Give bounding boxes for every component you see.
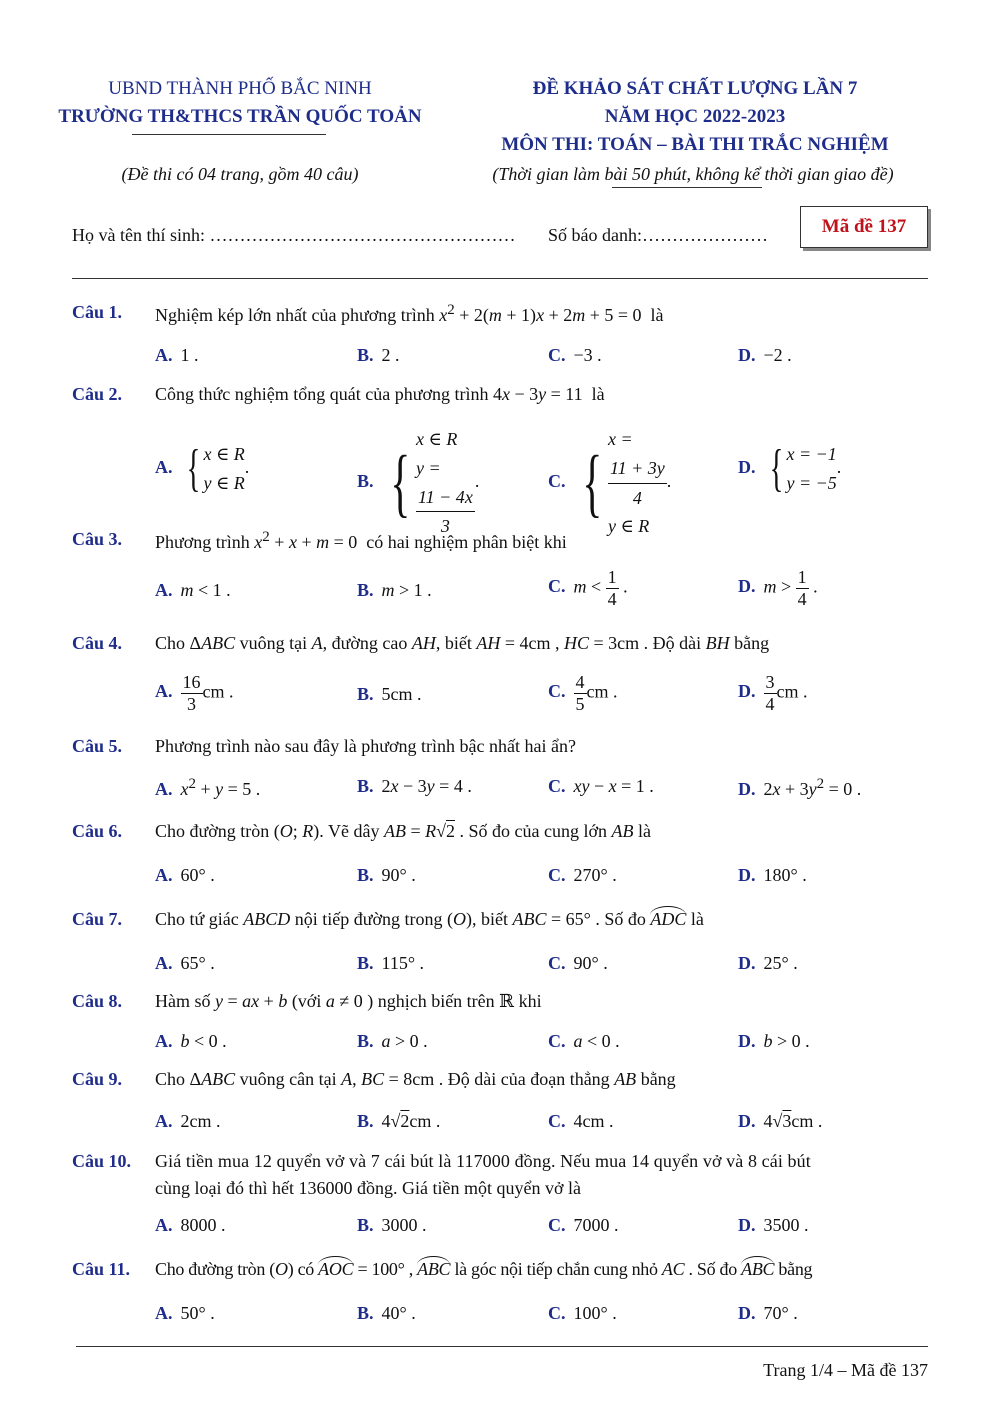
q11-option-b[interactable]: B. 40° .	[357, 1303, 416, 1323]
question-5-text: Phương trình nào sau đây là phương trình bậc nhất hai ẩn?	[155, 736, 576, 756]
q5-option-a[interactable]: A. $x^2 + y = 5$ .	[155, 776, 261, 799]
q5-option-d[interactable]: D. $2x + 3y^2 = 0$ .	[738, 776, 862, 799]
school-name: TRƯỜNG TH&THCS TRẦN QUỐC TOẢN	[58, 106, 422, 127]
q9-option-a[interactable]: A. 2cm .	[155, 1111, 221, 1131]
q10-option-a[interactable]: A. 8000 .	[155, 1215, 226, 1235]
q8-option-a[interactable]: A. b < 0 .	[155, 1031, 227, 1051]
question-2-text: Công thức nghiệm tổng quát của phương trình 4x − 3y = 11 là	[155, 384, 605, 404]
q7-option-b[interactable]: B. 115° .	[357, 953, 425, 973]
question-4-label: Câu 4.	[72, 633, 123, 653]
q8-option-b[interactable]: B. a > 0 .	[357, 1031, 428, 1051]
time-note: (Thời gian làm bài 50 phút, không kể thời gian giao đề)	[492, 164, 894, 184]
question-2-label: Câu 2.	[72, 384, 123, 404]
q10-option-c[interactable]: C. 7000 .	[548, 1215, 619, 1235]
question-9-label: Câu 9.	[72, 1069, 123, 1089]
q4-option-a[interactable]: A. $\frac{16}{3}$ cm .	[155, 672, 234, 714]
q4-option-c[interactable]: C. $\frac{4}{5}$ cm .	[548, 672, 618, 714]
q11-option-d[interactable]: D. 70° .	[738, 1303, 798, 1323]
q6-option-d[interactable]: D. 180° .	[738, 865, 807, 885]
q3-option-a[interactable]: A. m < 1 .	[155, 580, 231, 600]
q7-option-a[interactable]: A. 65° .	[155, 953, 215, 973]
q4-option-b[interactable]: B. 5cm .	[357, 684, 422, 704]
page-number: Trang 1/4 – Mã đề 137	[763, 1360, 928, 1380]
school-year: NĂM HỌC 2022-2023	[604, 106, 786, 127]
q2-option-b[interactable]: B. { x ∈ R y = 11 − 4x 3 .	[357, 429, 480, 537]
question-6-text: Cho đường tròn (O; R). Vẽ dây AB = R√2 . Số đo của cung lớn AB là	[155, 821, 651, 841]
question-5-label: Câu 5.	[72, 736, 123, 756]
q5-option-b[interactable]: B. 2x − 3y = 4 .	[357, 776, 472, 796]
question-11-text: Cho đường tròn (O) có AOC = 100° , ABC là góc nội tiếp chắn cung nhỏ AC . Số đo ABC bằng	[155, 1259, 813, 1279]
question-10-text-line2: cùng loại đó thì hết 136000 đồng. Giá tiền một quyển vở là	[155, 1178, 581, 1198]
q2-option-c[interactable]: C. { x = 11 + 3y 4 y ∈ R .	[548, 429, 672, 537]
q8-option-c[interactable]: C. a < 0 .	[548, 1031, 620, 1051]
q1-option-c[interactable]: C. −3 .	[548, 345, 602, 365]
question-1-label: Câu 1.	[72, 302, 123, 322]
q6-option-b[interactable]: B. 90° .	[357, 865, 416, 885]
q5-option-c[interactable]: C. xy − x = 1 .	[548, 776, 654, 796]
student-id-field[interactable]: Số báo danh:…………………	[548, 225, 768, 245]
question-8-label: Câu 8.	[72, 991, 123, 1011]
question-1-tail: là	[650, 305, 664, 325]
q2-option-d[interactable]: D. { x = −1 y = −5 .	[738, 439, 842, 497]
question-6-label: Câu 6.	[72, 821, 123, 841]
q3-option-c[interactable]: C. m < $\frac{1}{4}$ .	[548, 567, 628, 609]
q6-option-a[interactable]: A. 60° .	[155, 865, 215, 885]
q7-option-c[interactable]: C. 90° .	[548, 953, 608, 973]
q9-option-b[interactable]: B. 4√2cm .	[357, 1111, 441, 1131]
q2-option-a[interactable]: A. { x ∈ R y ∈ R .	[155, 439, 250, 497]
exam-title: ĐỀ KHẢO SÁT CHẤT LƯỢNG LẦN 7	[532, 78, 858, 99]
page-count-note: (Đề thi có 04 trang, gồm 40 câu)	[121, 164, 359, 184]
q9-option-c[interactable]: C. 4cm .	[548, 1111, 614, 1131]
q1-option-d[interactable]: D. −2 .	[738, 345, 792, 365]
q9-option-d[interactable]: D. 4√3cm .	[738, 1111, 823, 1131]
question-8-text: Hàm số y = ax + b (với a ≠ 0 ) nghịch biến trên ℝ khi	[155, 991, 542, 1011]
q3-option-d[interactable]: D. m > $\frac{1}{4}$ .	[738, 567, 818, 609]
q10-option-b[interactable]: B. 3000 .	[357, 1215, 427, 1235]
q4-option-d[interactable]: D. $\frac{3}{4}$ cm .	[738, 672, 808, 714]
question-1-stem: Nghiệm kép lớn nhất của phương trình	[155, 305, 435, 325]
q6-option-c[interactable]: C. 270° .	[548, 865, 617, 885]
exam-code-badge: Mã đề 137	[800, 206, 928, 248]
school-district: UBND THÀNH PHỐ BẮC NINH	[108, 78, 372, 99]
footer-divider	[76, 1346, 928, 1347]
question-3-text: Phương trình $x^2 + x + m = 0$ có hai nghiệm phân biệt khi	[155, 529, 567, 552]
q10-option-d[interactable]: D. 3500 .	[738, 1215, 809, 1235]
subject-title: MÔN THI: TOÁN – BÀI THI TRẮC NGHIỆM	[501, 134, 889, 155]
question-4-text: Cho ΔABC vuông tại A, đường cao AH, biết AH = 4cm , HC = 3cm . Độ dài BH bằng	[155, 633, 770, 653]
school-underline	[132, 134, 326, 135]
q3-option-b[interactable]: B. m > 1 .	[357, 580, 432, 600]
question-9-text: Cho ΔABC vuông cân tại A, BC = 8cm . Độ dài của đoạn thẳng AB bằng	[155, 1069, 676, 1089]
question-10-text: Giá tiền mua 12 quyển vở và 7 cái bút là 117000 đồng. Nếu mua 14 quyển vở và 8 cái bút	[155, 1151, 811, 1171]
student-name-field[interactable]: Họ và tên thí sinh: ……………………………………………	[72, 225, 516, 245]
time-underline	[612, 187, 762, 188]
q1-option-b[interactable]: B. 2 .	[357, 345, 400, 365]
question-7-text: Cho tứ giác ABCD nội tiếp đường trong (O), biết ABC = 65° . Số đo ADC là	[155, 909, 704, 929]
q11-option-a[interactable]: A. 50° .	[155, 1303, 215, 1323]
header-divider	[72, 278, 928, 279]
question-11-label: Câu 11.	[72, 1259, 131, 1279]
q11-option-c[interactable]: C. 100° .	[548, 1303, 617, 1323]
q1-option-a[interactable]: A. 1 .	[155, 345, 199, 365]
q8-option-d[interactable]: D. b > 0 .	[738, 1031, 810, 1051]
q7-option-d[interactable]: D. 25° .	[738, 953, 798, 973]
question-3-label: Câu 3.	[72, 529, 123, 549]
question-7-label: Câu 7.	[72, 909, 123, 929]
question-1-text: Nghiệm kép lớn nhất của phương trình $x^2 + 2(m + 1)x + 2m + 5 = 0$ là	[155, 302, 664, 325]
question-10-label: Câu 10.	[72, 1151, 132, 1171]
